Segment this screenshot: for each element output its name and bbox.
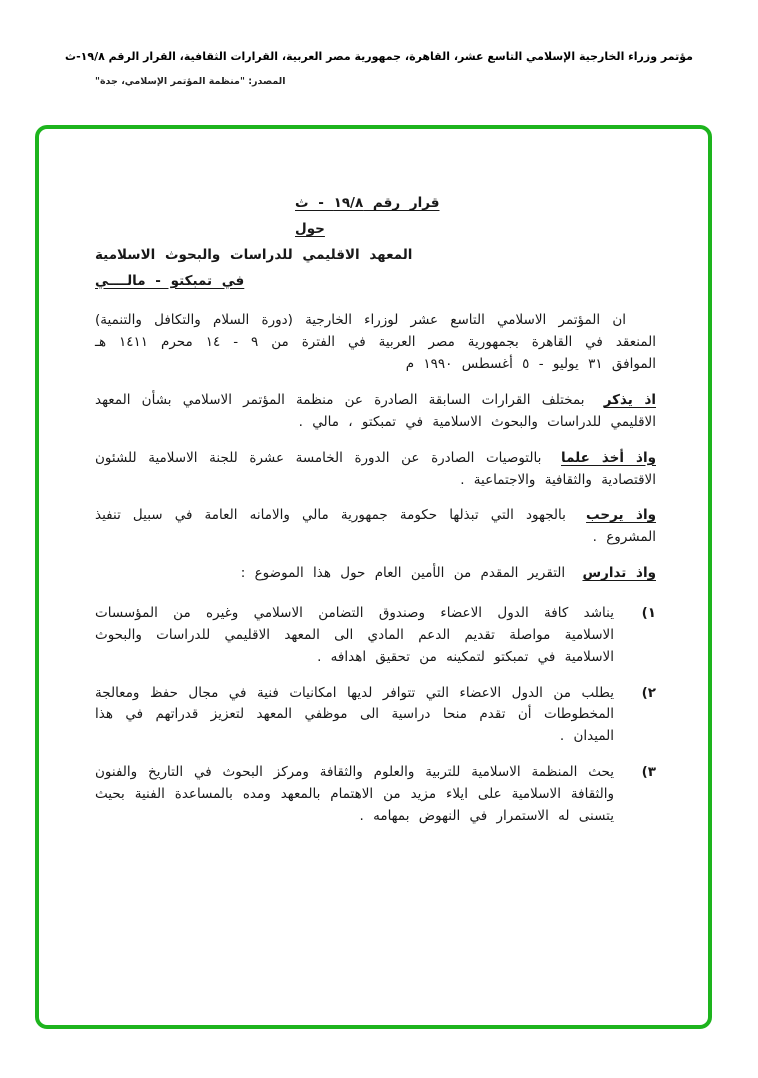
preamble-text: ان المؤتمر الاسلامي التاسع عشر لوزراء الخارجية (دورة السلام والتكافل والتنمية) المنعقد في القاهرة بجمهورية مصر العربية في الفترة من ٩ - ١٤ محرم ١٤١١ هـ الموافق ٣١ يوليو - ٥ أغسطس ١٩٩٠ م — [95, 312, 656, 373]
item-2-text: يطلب من الدول الاعضاء التي تتوافر لديها امكانيات فنية في مجال حفظ ومعالجة المخطوطات أن تقدم منحا دراسية الى موظفي المعهد لتعزيز قدراتهم في هذا الميدان . — [95, 684, 614, 745]
recital-welcoming-text: بالجهود التي تبذلها حكومة جمهورية مالي والامانه العامة في سبيل تنفيذ المشروع . — [95, 507, 656, 546]
recital-considered-text: التقرير المقدم من الأمين العام حول هذا الموضوع : — [240, 565, 566, 582]
preamble-paragraph — [95, 310, 656, 376]
operative-item-1 — [95, 603, 656, 669]
recital-noting — [95, 448, 656, 492]
operative-item-3 — [95, 762, 656, 828]
resolution-about-line: حول — [295, 220, 325, 237]
recital-considered — [95, 563, 656, 585]
item-1-number: ١) — [641, 605, 656, 622]
item-3-text: يحث المنظمة الاسلامية للتربية والعلوم والثقافة ومركز البحوث في التاريخ والفنون والثقافة الاسلامية على ايلاء مزيد من الاهتمام بالمعهد ومده بالمساعدة الفنية بحيث يتسنى له الاستمرار في النهوض بمهامه . — [95, 764, 614, 824]
recital-recalling-lead: اذ يذكر — [603, 392, 657, 409]
item-2-number: ٢) — [641, 684, 656, 701]
resolution-location-line: في تمبكتو - مالــــي — [95, 272, 245, 289]
document-scan-frame — [35, 125, 712, 1029]
resolution-document — [39, 129, 708, 828]
resolution-title-block — [95, 193, 656, 292]
operative-items-list — [95, 603, 656, 828]
recital-recalling — [95, 390, 656, 434]
operative-item-2 — [95, 683, 656, 749]
recital-welcoming — [95, 505, 656, 549]
resolution-number-line: قرار رقم ١٩/٨ - ث — [295, 195, 440, 211]
document-header-title: مؤتمر وزراء الخارجية الإسلامي التاسع عشر، القاهرة، جمهورية مصر العربية، القرارات الثقافية، القرار الرقم ١٩/٨-ث — [65, 50, 693, 63]
recital-noting-lead: واذ أخذ علما — [561, 449, 656, 466]
recital-noting-text: بالتوصيات الصادرة عن الدورة الخامسة عشرة للجنة الاسلامية للشئون الاقتصادية والثقافية والاجتماعية . — [95, 449, 656, 488]
resolution-subject-line: المعهد الاقليمي للدراسات والبحوث الاسلامية — [95, 246, 413, 263]
recital-considered-lead: واذ تدارس — [582, 565, 656, 582]
document-source-line: المصدر: "منظمة المؤتمر الإسلامي، جدة" — [95, 76, 286, 87]
item-3-number: ٣) — [641, 764, 656, 781]
recital-recalling-text: بمختلف القرارات السابقة الصادرة عن منظمة المؤتمر الاسلامي بشأن المعهد الاقليمي للدراسات والبحوث الاسلامية في تمبكتو ، مالي . — [95, 392, 656, 430]
item-1-text: يناشد كافة الدول الاعضاء وصندوق التضامن الاسلامي وغيره من المؤسسات الاسلامية مواصلة تقديم الدعم المادي الى المعهد الاقليمي للدراسات والبحوث الاسلامية في تمبكتو لتمكينه من تحقيق اهدافه . — [95, 605, 614, 665]
recital-welcoming-lead: واذ يرحب — [586, 507, 657, 524]
